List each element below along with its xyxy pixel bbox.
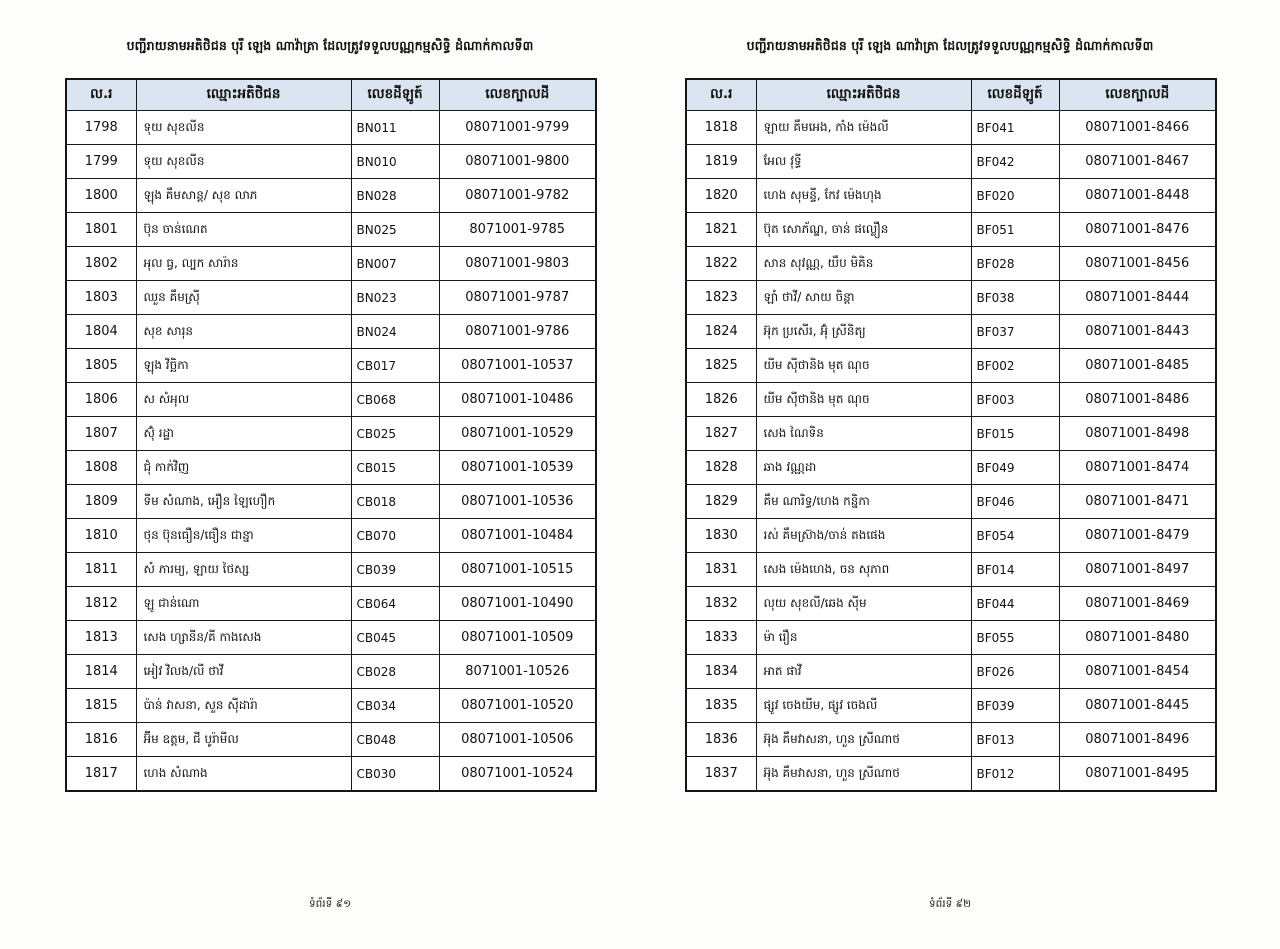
table-row <box>686 349 1216 383</box>
cell-lot-number: BF044 <box>971 587 1059 621</box>
cell-lot-number: CB045 <box>351 621 439 655</box>
cell-customer-name: ទីម សំណាង, អឿន ឡៃហឿក <box>136 485 351 519</box>
cell-parcel-number: 08071001-8498 <box>1059 417 1216 451</box>
cell-row-number: 1801 <box>66 213 136 247</box>
table-row <box>66 179 596 213</box>
cell-parcel-number: 08071001-9799 <box>439 111 596 145</box>
cell-customer-name: អែល វុទ្ធី <box>756 145 971 179</box>
table-row <box>686 417 1216 451</box>
cell-parcel-number: 08071001-8443 <box>1059 315 1216 349</box>
cell-customer-name: សេង ម៉េងហេង, ចន សុភាព <box>756 553 971 587</box>
cell-customer-name: ប៉ាន់ វាសនា, សួន ស៊ីដារ៉ា <box>136 689 351 723</box>
cell-parcel-number: 08071001-8454 <box>1059 655 1216 689</box>
cell-customer-name: ផ្សូវ ចេងយីម, ផ្សូវ ចេងលី <box>756 689 971 723</box>
cell-lot-number: BF026 <box>971 655 1059 689</box>
table-row <box>66 621 596 655</box>
page-title: បញ្ជីរាយនាមអតិថិជន បុរី ឡេង ណាវ៉ាត្រា ដែលត្រូវទទួលបណ្ណកម្មសិទ្ធិ ដំណាក់កាលទី៣ <box>746 38 1154 53</box>
cell-parcel-number: 08071001-8479 <box>1059 519 1216 553</box>
cell-customer-name: ប៊ុត សោភ័ណ្ឌ, ចាន់ ផល្លឿន <box>756 213 971 247</box>
cell-parcel-number: 08071001-10524 <box>439 757 596 792</box>
table-row <box>66 383 596 417</box>
cell-customer-name: ឡុង វិច្ឆិកា <box>136 349 351 383</box>
cell-customer-name: លុយ សុខលី/ឆេង ស៊ីម <box>756 587 971 621</box>
cell-row-number: 1800 <box>66 179 136 213</box>
table-row <box>66 519 596 553</box>
table-row <box>66 723 596 757</box>
cell-lot-number: BF020 <box>971 179 1059 213</box>
cell-parcel-number: 08071001-8444 <box>1059 281 1216 315</box>
cell-row-number: 1810 <box>66 519 136 553</box>
cell-customer-name: អៀវ វិលង/លី ថាវី <box>136 655 351 689</box>
table-row <box>686 723 1216 757</box>
cell-lot-number: CB048 <box>351 723 439 757</box>
cell-lot-number: BN024 <box>351 315 439 349</box>
cell-row-number: 1809 <box>66 485 136 519</box>
cell-row-number: 1833 <box>686 621 756 655</box>
table-row <box>686 485 1216 519</box>
cell-row-number: 1817 <box>66 757 136 792</box>
cell-customer-name: រស់ គឹមស្រ៊ាង/ចាន់ តងផេង <box>756 519 971 553</box>
table-header-row <box>66 79 596 111</box>
table-row <box>686 179 1216 213</box>
cell-lot-number: BF055 <box>971 621 1059 655</box>
table-row <box>686 689 1216 723</box>
table-row <box>686 281 1216 315</box>
cell-lot-number: BN028 <box>351 179 439 213</box>
cell-parcel-number: 08071001-10506 <box>439 723 596 757</box>
cell-lot-number: CB018 <box>351 485 439 519</box>
cell-parcel-number: 08071001-8456 <box>1059 247 1216 281</box>
table-row <box>66 247 596 281</box>
cell-row-number: 1807 <box>66 417 136 451</box>
table-row <box>66 655 596 689</box>
table-row <box>66 111 596 145</box>
cell-parcel-number: 08071001-10539 <box>439 451 596 485</box>
cell-row-number: 1835 <box>686 689 756 723</box>
cell-row-number: 1798 <box>66 111 136 145</box>
cell-customer-name: ជុំ កាក់វិញ <box>136 451 351 485</box>
cell-row-number: 1836 <box>686 723 756 757</box>
cell-lot-number: BF013 <box>971 723 1059 757</box>
cell-row-number: 1830 <box>686 519 756 553</box>
table-row <box>66 417 596 451</box>
cell-customer-name: ថុន ប៊ុនធឿន/ធឿន ជាន្នា <box>136 519 351 553</box>
cell-row-number: 1813 <box>66 621 136 655</box>
cell-parcel-number: 08071001-9800 <box>439 145 596 179</box>
cell-lot-number: BN010 <box>351 145 439 179</box>
table-row <box>686 587 1216 621</box>
cell-lot-number: BF014 <box>971 553 1059 587</box>
cell-lot-number: CB068 <box>351 383 439 417</box>
cell-parcel-number: 08071001-10490 <box>439 587 596 621</box>
cell-lot-number: BF012 <box>971 757 1059 792</box>
cell-parcel-number: 08071001-8474 <box>1059 451 1216 485</box>
cell-row-number: 1823 <box>686 281 756 315</box>
table-row <box>686 111 1216 145</box>
cell-parcel-number: 08071001-8485 <box>1059 349 1216 383</box>
cell-row-number: 1811 <box>66 553 136 587</box>
cell-lot-number: BF002 <box>971 349 1059 383</box>
cell-lot-number: BN023 <box>351 281 439 315</box>
table-row <box>686 315 1216 349</box>
cell-row-number: 1806 <box>66 383 136 417</box>
cell-lot-number: CB025 <box>351 417 439 451</box>
cell-parcel-number: 08071001-9782 <box>439 179 596 213</box>
cell-customer-name: ឡុង គឹមសាន្ត/ សុខ លាភ <box>136 179 351 213</box>
table-row <box>66 689 596 723</box>
cell-row-number: 1805 <box>66 349 136 383</box>
cell-customer-name: យីម ស៊ីថានិង មុត ណុច <box>756 383 971 417</box>
cell-customer-name: សាន សុវណ្ណ, យឹប មិគិន <box>756 247 971 281</box>
cell-row-number: 1804 <box>66 315 136 349</box>
cell-parcel-number: 08071001-10529 <box>439 417 596 451</box>
cell-parcel-number: 08071001-8467 <box>1059 145 1216 179</box>
cell-customer-name: ឡាំ ថាវី/ សាយ ចិន្តា <box>756 281 971 315</box>
cell-lot-number: CB034 <box>351 689 439 723</box>
cell-lot-number: CB028 <box>351 655 439 689</box>
cell-row-number: 1812 <box>66 587 136 621</box>
cell-customer-name: ម៉ា រឿន <box>756 621 971 655</box>
column-header-customer-name: ឈ្មោះអតិថិជន <box>136 79 351 111</box>
column-header-row-number: ល.រ <box>66 79 136 111</box>
table-row <box>686 451 1216 485</box>
cell-customer-name: អ៊ីម ឧត្តម, ជី បូរ៉ាមីល <box>136 723 351 757</box>
cell-parcel-number: 08071001-10484 <box>439 519 596 553</box>
cell-customer-name: អុល ធ្វ, ល្បក សារ៉ាន <box>136 247 351 281</box>
cell-customer-name: សេង ហ្សានីន/គី កាងសេង <box>136 621 351 655</box>
cell-lot-number: BF051 <box>971 213 1059 247</box>
table-row <box>66 451 596 485</box>
cell-row-number: 1829 <box>686 485 756 519</box>
cell-row-number: 1831 <box>686 553 756 587</box>
column-header-row-number: ល.រ <box>686 79 756 111</box>
cell-row-number: 1819 <box>686 145 756 179</box>
page-number: ទំព័រទី ៩១ <box>308 898 352 910</box>
table-row <box>66 485 596 519</box>
page-title: បញ្ជីរាយនាមអតិថិជន បុរី ឡេង ណាវ៉ាត្រា ដែលត្រូវទទួលបណ្ណកម្មសិទ្ធិ ដំណាក់កាលទី៣ <box>126 38 534 53</box>
cell-row-number: 1828 <box>686 451 756 485</box>
table-row <box>686 553 1216 587</box>
cell-parcel-number: 08071001-10515 <box>439 553 596 587</box>
cell-row-number: 1832 <box>686 587 756 621</box>
cell-row-number: 1802 <box>66 247 136 281</box>
cell-customer-name: ឡាយ គឹមអេង, កាំង ម៉េងលី <box>756 111 971 145</box>
cell-parcel-number: 08071001-9786 <box>439 315 596 349</box>
cell-row-number: 1822 <box>686 247 756 281</box>
cell-lot-number: BF003 <box>971 383 1059 417</box>
table-row <box>66 213 596 247</box>
cell-lot-number: BF054 <box>971 519 1059 553</box>
cell-customer-name: គឹម ណារិទ្ធ/ហេង កន្និកា <box>756 485 971 519</box>
cell-parcel-number: 08071001-8469 <box>1059 587 1216 621</box>
cell-row-number: 1803 <box>66 281 136 315</box>
cell-lot-number: BF038 <box>971 281 1059 315</box>
cell-row-number: 1815 <box>66 689 136 723</box>
cell-parcel-number: 08071001-8480 <box>1059 621 1216 655</box>
cell-parcel-number: 08071001-8495 <box>1059 757 1216 792</box>
cell-lot-number: BF046 <box>971 485 1059 519</box>
cell-customer-name: ហេង សុមន្ទី, កែវ ម៉េងហុង <box>756 179 971 213</box>
table-row <box>686 247 1216 281</box>
document-page-right <box>640 0 1280 949</box>
customer-roster-table-left <box>65 78 597 792</box>
cell-lot-number: BF028 <box>971 247 1059 281</box>
cell-parcel-number: 8071001-9785 <box>439 213 596 247</box>
table-row <box>686 383 1216 417</box>
table-row <box>686 145 1216 179</box>
cell-parcel-number: 08071001-10520 <box>439 689 596 723</box>
table-row <box>66 587 596 621</box>
cell-row-number: 1820 <box>686 179 756 213</box>
cell-row-number: 1816 <box>66 723 136 757</box>
table-row <box>66 315 596 349</box>
cell-row-number: 1837 <box>686 757 756 792</box>
cell-parcel-number: 08071001-10509 <box>439 621 596 655</box>
customer-roster-table-right <box>685 78 1217 792</box>
cell-parcel-number: 08071001-8497 <box>1059 553 1216 587</box>
cell-parcel-number: 08071001-10486 <box>439 383 596 417</box>
table-row <box>66 281 596 315</box>
cell-customer-name: ស សំអុល <box>136 383 351 417</box>
cell-customer-name: ហេង សំណាង <box>136 757 351 792</box>
table-row <box>686 213 1216 247</box>
cell-parcel-number: 08071001-8471 <box>1059 485 1216 519</box>
cell-customer-name: ឡូ ជាន់ណោ <box>136 587 351 621</box>
cell-customer-name: ទុយ សុខលីន <box>136 111 351 145</box>
cell-parcel-number: 8071001-10526 <box>439 655 596 689</box>
cell-lot-number: CB030 <box>351 757 439 792</box>
table-row <box>66 553 596 587</box>
cell-row-number: 1821 <box>686 213 756 247</box>
table-row <box>686 655 1216 689</box>
cell-customer-name: សេង ណៃទិន <box>756 417 971 451</box>
table-row <box>686 757 1216 792</box>
cell-lot-number: BN025 <box>351 213 439 247</box>
cell-parcel-number: 08071001-8496 <box>1059 723 1216 757</box>
column-header-lot-number: លេខដីឡូត៍ <box>351 79 439 111</box>
cell-row-number: 1824 <box>686 315 756 349</box>
cell-row-number: 1826 <box>686 383 756 417</box>
cell-row-number: 1799 <box>66 145 136 179</box>
cell-row-number: 1808 <box>66 451 136 485</box>
column-header-lot-number: លេខដីឡូត៍ <box>971 79 1059 111</box>
cell-parcel-number: 08071001-10537 <box>439 349 596 383</box>
cell-lot-number: CB039 <box>351 553 439 587</box>
cell-customer-name: ឈួន គឹមស្រ៊ី <box>136 281 351 315</box>
cell-lot-number: CB064 <box>351 587 439 621</box>
cell-lot-number: BF015 <box>971 417 1059 451</box>
cell-customer-name: ឆាង វណ្ណដា <box>756 451 971 485</box>
cell-parcel-number: 08071001-8448 <box>1059 179 1216 213</box>
cell-lot-number: BF039 <box>971 689 1059 723</box>
table-row <box>66 349 596 383</box>
cell-lot-number: CB070 <box>351 519 439 553</box>
table-row <box>66 145 596 179</box>
cell-customer-name: ប៊ុន ចាន់ណេត <box>136 213 351 247</box>
cell-customer-name: អ៊ុង គឹមវាសនា, ហួន ស្រីណាថ <box>756 723 971 757</box>
table-header-row <box>686 79 1216 111</box>
column-header-customer-name: ឈ្មោះអតិថិជន <box>756 79 971 111</box>
cell-row-number: 1827 <box>686 417 756 451</box>
cell-customer-name: យីម ស៊ីថានិង មុត ណុច <box>756 349 971 383</box>
cell-customer-name: សំ ភារម្យ, ឡាយ ថៃស្ស <box>136 553 351 587</box>
cell-customer-name: ស៊ុំ រដ្ឋា <box>136 417 351 451</box>
column-header-parcel-number: លេខក្បាលដី <box>1059 79 1216 111</box>
cell-lot-number: CB017 <box>351 349 439 383</box>
cell-lot-number: BF041 <box>971 111 1059 145</box>
cell-customer-name: ទុយ សុខលីន <box>136 145 351 179</box>
cell-parcel-number: 08071001-8466 <box>1059 111 1216 145</box>
cell-lot-number: CB015 <box>351 451 439 485</box>
cell-customer-name: អ៊ុង គឹមវាសនា, ហួន ស្រីណាថ <box>756 757 971 792</box>
cell-lot-number: BN011 <box>351 111 439 145</box>
cell-parcel-number: 08071001-8445 <box>1059 689 1216 723</box>
cell-lot-number: BN007 <box>351 247 439 281</box>
cell-parcel-number: 08071001-9803 <box>439 247 596 281</box>
cell-parcel-number: 08071001-8486 <box>1059 383 1216 417</box>
cell-parcel-number: 08071001-8476 <box>1059 213 1216 247</box>
cell-row-number: 1825 <box>686 349 756 383</box>
cell-lot-number: BF037 <box>971 315 1059 349</box>
cell-customer-name: សុខ សារុន <box>136 315 351 349</box>
table-row <box>686 621 1216 655</box>
table-row <box>686 519 1216 553</box>
cell-row-number: 1834 <box>686 655 756 689</box>
cell-customer-name: អ៊ុក ប្រសើរ, អ៊ុំ ស្រីនិត្យ <box>756 315 971 349</box>
cell-lot-number: BF049 <box>971 451 1059 485</box>
column-header-parcel-number: លេខក្បាលដី <box>439 79 596 111</box>
cell-lot-number: BF042 <box>971 145 1059 179</box>
cell-parcel-number: 08071001-10536 <box>439 485 596 519</box>
cell-customer-name: អាត ផាវី <box>756 655 971 689</box>
cell-row-number: 1814 <box>66 655 136 689</box>
page-number: ទំព័រទី ៩២ <box>928 898 972 910</box>
cell-row-number: 1818 <box>686 111 756 145</box>
table-row <box>66 757 596 792</box>
cell-parcel-number: 08071001-9787 <box>439 281 596 315</box>
